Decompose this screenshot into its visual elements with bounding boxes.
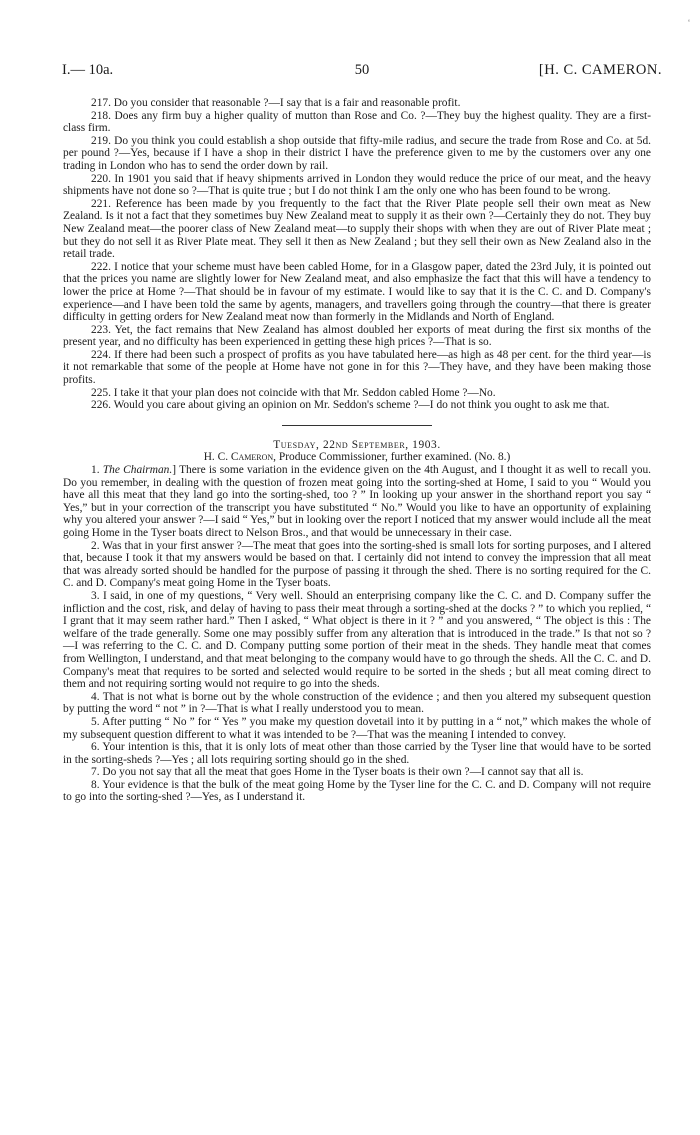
paragraph: 6. Your intention is this, that it is only lots of meat other than those carried by the Tyser line that would have to be sorted in the sorting-sheds ?—Yes ; all lots requiring sorting should go in the shed. [63,741,651,766]
paragraph: 224. If there had been such a prospect of profits as you have tabulated here—as high as 48 per cent. for the third year—is it not remarkable that some of the people at Home have not gone in for this ?—They have, and they have been making those profits. [63,348,651,387]
paragraph: 4. That is not what is borne out by the whole construction of the evidence ; and then you altered my subsequent question by putting the word “ not ” in ?—That is what I really understood you to mean. [63,690,651,716]
sitting-date: Tuesday, 22nd September, 1903. [273,438,441,451]
section-divider [282,425,432,426]
paragraph: 218. Does any firm buy a higher quality of mutton than Rose and Co. ?—They buy the highest quality. They are a first-class firm. [63,109,651,135]
witness-running-head: [H. C. CAMERON. [538,62,662,78]
speaker-chairman: The Chairman. [102,464,173,477]
document-body [63,97,651,804]
paragraph: 2. Was that in your first answer ?—The meat that goes into the sorting-shed is small lots for sorting purposes, and I altered that, because I took it that my answers would be based on that. I certainly did not intend to convey the impression that all meat that was already sorted should be handled for the purpose of passing it through the shed. There is no sorting required for the C. C. and D. Company's meat going Home in the Tyser boats. [63,539,651,590]
paragraph: 223. Yet, the fact remains that New Zealand has almost doubled her exports of meat during the first six months of the present year, and no difficulty has been experienced in getting these high prices ?—That is so. [63,323,651,349]
question-number: 1. [91,464,103,477]
witness-description: Produce Commissioner, further examined. (No. 8.) [276,451,511,464]
paragraph: 5. After putting “ No ” for “ Yes ” you make my question dovetail into it by putting in a “ not,” which makes the whole of my subsequent question different to what it was intended to be ?—That was the meaning I intended to convey. [63,715,651,741]
paragraph: 219. Do you think you could establish a shop outside that fifty-mile radius, and secure the trade from Rose and Co. at 5d. per pound ?—Yes, because if I have a shop in their district I have the preference given to me by the customers over any one trading in London who has to send the order down by rail. [63,134,651,172]
paragraph: 8. Your evidence is that the bulk of the meat going Home by the Tyser line for the C. C. and D. Company will not require to go into the sorting-shed ?—Yes, as I understand it. [63,778,651,804]
paper-reference: I.— 10a. [62,62,114,78]
corner-mark: ‘ [688,18,690,28]
page-number: 50 [354,62,370,78]
paragraph [63,464,651,540]
paragraph: 221. Reference has been made by you frequently to the fact that the River Plate people sell their own meat as New Zealand. Is it not a fact that they sometimes buy New Zealand meat to supply it as their own ?—Certainly they do not. They buy New Zealand meat—the poorer class of New Zealand meat—to supply their shops with when they are out of River Plate meat ; but they do not sell it as River Plate meat. They sell it then as New Zealand ; but they sell their own as New Zealand also in the retail trade. [63,197,651,261]
paragraph: 226. Would you care about giving an opinion on Mr. Seddon's scheme ?—I do not think you ought to ask me that. [91,399,610,412]
paragraph: 217. Do you consider that reasonable ?—I say that is a fair and reasonable profit. [91,97,461,109]
witness-line [63,451,651,464]
paragraph: 225. I take it that your plan does not coincide with that Mr. Seddon cabled Home ?—No. [91,386,496,399]
paragraph: 7. Do you not say that all the meat that goes Home in the Tyser boats is their own ?—I cannot say that all is. [91,766,584,779]
paragraph: 222. I notice that your scheme must have been cabled Home, for in a Glasgow paper, dated the 23rd July, it is pointed out that the prices you name are slightly lower for New Zealand meat, and also emphasize the fact that this will have a tendency to lower the price at Home ?—That should be in favour of my estimate. I would like to say that it is the C. C. and D. Company's experience—and I have been told the same by agents, managers, and travellers going through the country—that there is greater difficulty in getting orders for New Zealand meat now than formerly in the Midlands and North of England. [63,260,651,324]
witness-name: H. C. Cameron, [203,451,277,464]
paragraph: 220. In 1901 you said that if heavy shipments arrived in London they would reduce the price of our meat, and the heavy shipments have not done so ?—That is quite true ; but I do not think I am the only one who has been found to be wrong. [63,172,651,198]
question-text: ] There is some variation in the evidence given on the 4th August, and I thought it as well to recall you. Do you remember, in dealing with the question of frozen meat going into the sorting-shed at Home, I said to you “ Would you have all this meat that they land go into the sorting-shed, too ? ” In looking up your answer in the shorthand report you say “ Yes,” but in your correction of the transcript you have substituted “ No.” Would you like to have an opportunity of explaining why you altered your answer ?—I said “ Yes,” but in looking over the report I noticed that my answer would include all the meat going Home in the Tyser boats direct to Nelson Bros., and that would be unnecessary in their case. [63,464,652,539]
paragraph: 3. I said, in one of my questions, “ Very well. Should an enterprising company like the C. C. and D. Company suffer the infliction and the cost, risk, and delay of having to pass their meat through a sorting-shed at the docks ? ” to which you replied, “ I grant that it may seem rather hard.” Then I asked, “ What object is there in it ? ” and you answered, “ The object is this : The welfare of the trade generally. Some one may possibly suffer from any alteration that is introduced in the trade.” Is that not so ?—I was referring to the C. C. and D. Company putting some portion of their meat in the sheds. They handle meat that comes from Wellington, I understand, and that meat belonging to the company would have to go through the sheds. All the C. C. and D. Company's meat that requires to be sorted and selected would require to be sorted in the sheds ; but all meat coming direct to them and not requiring sorting would not require to go into the sheds. [63,589,651,691]
page-header [62,62,662,82]
